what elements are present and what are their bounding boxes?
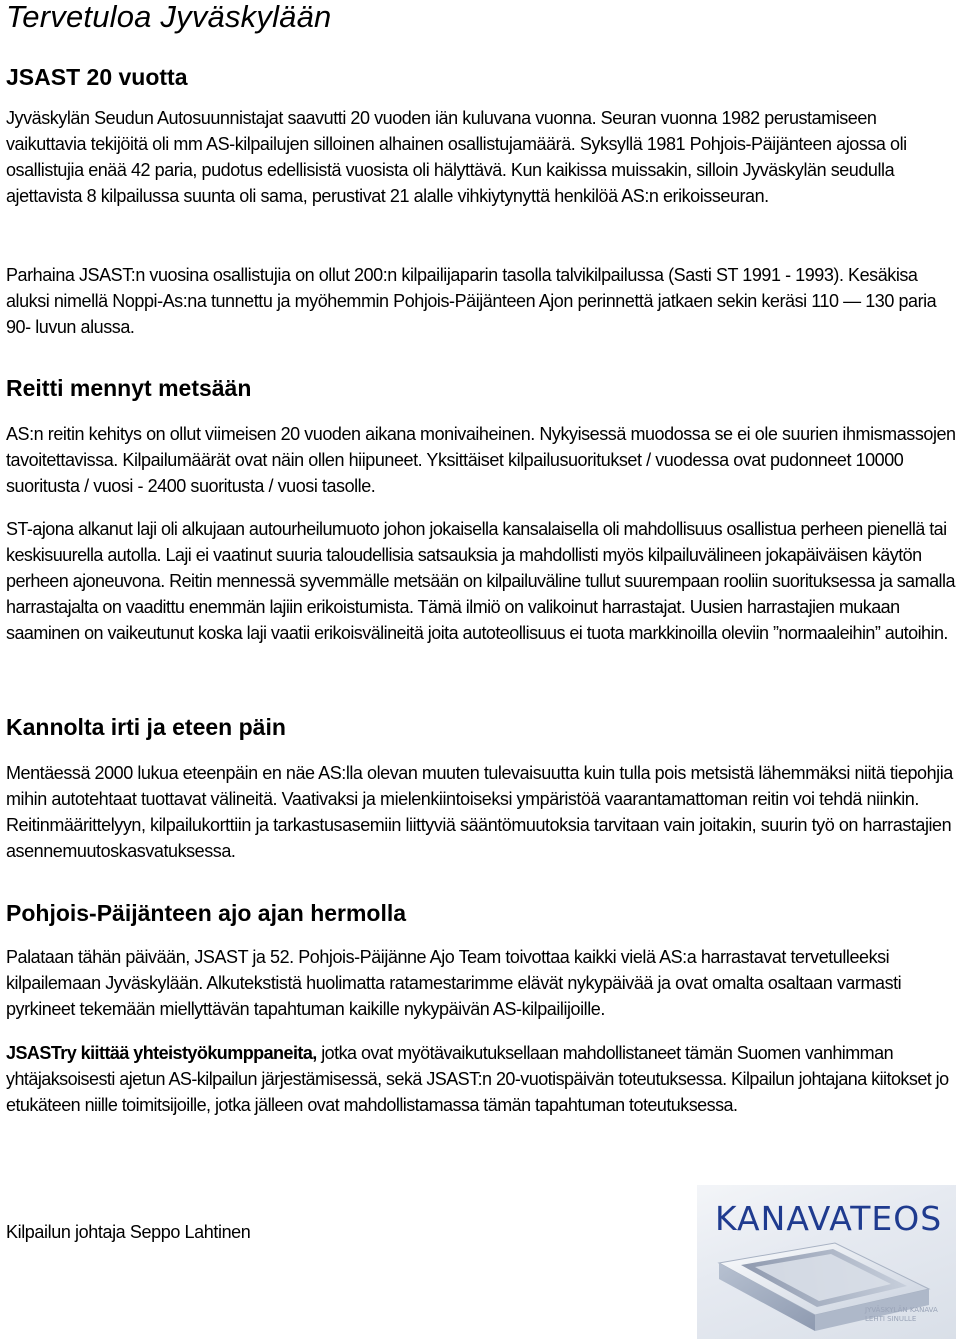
paragraph-today: Palataan tähän päivään, JSAST ja 52. Pohjois-Päijänne Ajo Team toivottaa kaikki vielä AS:a harrastavat tervetulleeksi kilpailemaan Jyväskylään. Alkutekstistä huolimatta ratamestarimme elävät nykypäivää ja ovat omalta osaltaan varmasti pyrkineet tekemään miellyttävän tapahtuman kaikille nykypäivän AS-kilpailijoille. [6,947,902,1019]
paragraph-jsast-history: Jyväskylän Seudun Autosuunnistajat saavutti 20 vuoden iän kuluvana vuonna. Seuran vuonna 1982 perustamiseen vaikuttavia tekijöitä oli mm AS-kilpailujen silloinen alhainen osallistujamäärä. Syksyllä 1981 Pohjois-Päijänteen ajossa oli osallistujia enää 42 paria, pudotus edellisistä vuosista oli hälyttävä. Kun kaikissa muissakin, silloin Jyväskylän seudulla ajettavista 8 kilpailussa suunta oli sama, perustivat 21 alalle vihkiytynyttä henkilöä AS:n erikoisseuran. [6,108,907,206]
section-heading-jsast-20: JSAST 20 vuotta [6,64,188,90]
paragraph-route-development: AS:n reitin kehitys on ollut viimeisen 20 vuoden aikana monivaiheinen. Nykyisessä muodossa se ei ole suurien ihmismassojen tavoitettavissa. Kilpailumäärät ovat näin ollen hiipuneet. Yksittäiset kilpailusuoritukset / vuodessa ovat pudonneet 10000 suoritusta / vuosi - 2400 suoritusta / vuosi tasolle. [6,424,956,496]
thanks-bold-text: JSASTry kiittää yhteistyökumppaneita, [6,1043,317,1063]
logo-wordmark: KANAVATEOS [715,1199,943,1238]
section-heading-pohjois-paijanne: Pohjois-Päijänteen ajo ajan hermolla [6,900,407,926]
signature: Kilpailun johtaja Seppo Lahtinen [6,1222,251,1242]
page-title: Tervetuloa Jyväskylään [6,0,332,34]
kanavateos-logo [697,1185,956,1339]
logo-subtext [865,1306,938,1324]
section-heading-reitti: Reitti mennyt metsään [6,375,252,401]
paragraph-future: Mentäessä 2000 lukua eteenpäin en näe AS:lla olevan muuten tulevaisuutta kuin tulla pois metsistä lähemmäksi niitä tiepohjia mihin autotehtaat tuottavat välineitä. Vaativaksi ja mielenkiintoiseksi ympäristöä vaarantamattoman reitin voi tehdä niinkin. Reitinmäärittelyyn, kilpailukorttiin ja tarkastusasemiin liittyviä sääntömuutoksia tarvitaan vain joitakin, suurin työ on harrastajien asennemuutoskasvatuksessa. [6,763,953,861]
paragraph-st-ajo: ST-ajona alkanut laji oli alkujaan autourheilumuoto johon jokaisella kansalaisella oli mahdollisuus osallistua perheen pienellä tai keskisuurella autolla. Laji ei vaatinut suuria taloudellisia satsauksia ja mahdollisti myös kilpailuvälineen jokapäiväisen käytön perheen ajoneuvona. Reitin mennessä syvemmälle metsään on kilpailuväline tullut suurempaan rooliin suorituksessa ja samalla harrastajalta on vaadittu enemmän lajiin erikoistumista. Tämä ilmiö on valikoinut harrastajat. Uusien harrastajien mukaan saaminen on vaikeutunut koska laji vaatii erikoisvälineitä joita autoteollisuus ei tuota markkinoilla oleviin ”normaaleihin” autoihin. [6,519,955,643]
thanks-rest-text: jotka ovat myötävaikutuksellaan mahdollistaneet tämän Suomen vanhimman yhtäjaksoisesti ajetun AS-kilpailun järjestämisessä, sekä JSAST:n 20-vuotispäivän toteutuksessa. Kilpailun johtajana kiitokset jo etukäteen niille toimitsijoille, jotka jälleen ovat mahdollistamassa tämän tapahtuman toteutuksessa. [6,1043,949,1115]
logo-subtext-line2: LEHTI SINULLE [865,1315,917,1323]
logo-subtext-line1: JYVÄSKYLÄN KANAVA [865,1306,938,1314]
paragraph-thanks [6,1040,958,1118]
paragraph-jsast-participants: Parhaina JSAST:n vuosina osallistujia on ollut 200:n kilpailijaparin tasolla talvikilpailussa (Sasti ST 1991 - 1993). Kesäkisa aluksi nimellä Noppi-As:na tunnettu ja myöhemmin Pohjois-Päijänteen Ajon perinnettä jatkaen sekin keräsi 110 — 130 paria 90- luvun alussa. [6,265,937,337]
section-heading-kannolta: Kannolta irti ja eteen päin [6,714,286,740]
